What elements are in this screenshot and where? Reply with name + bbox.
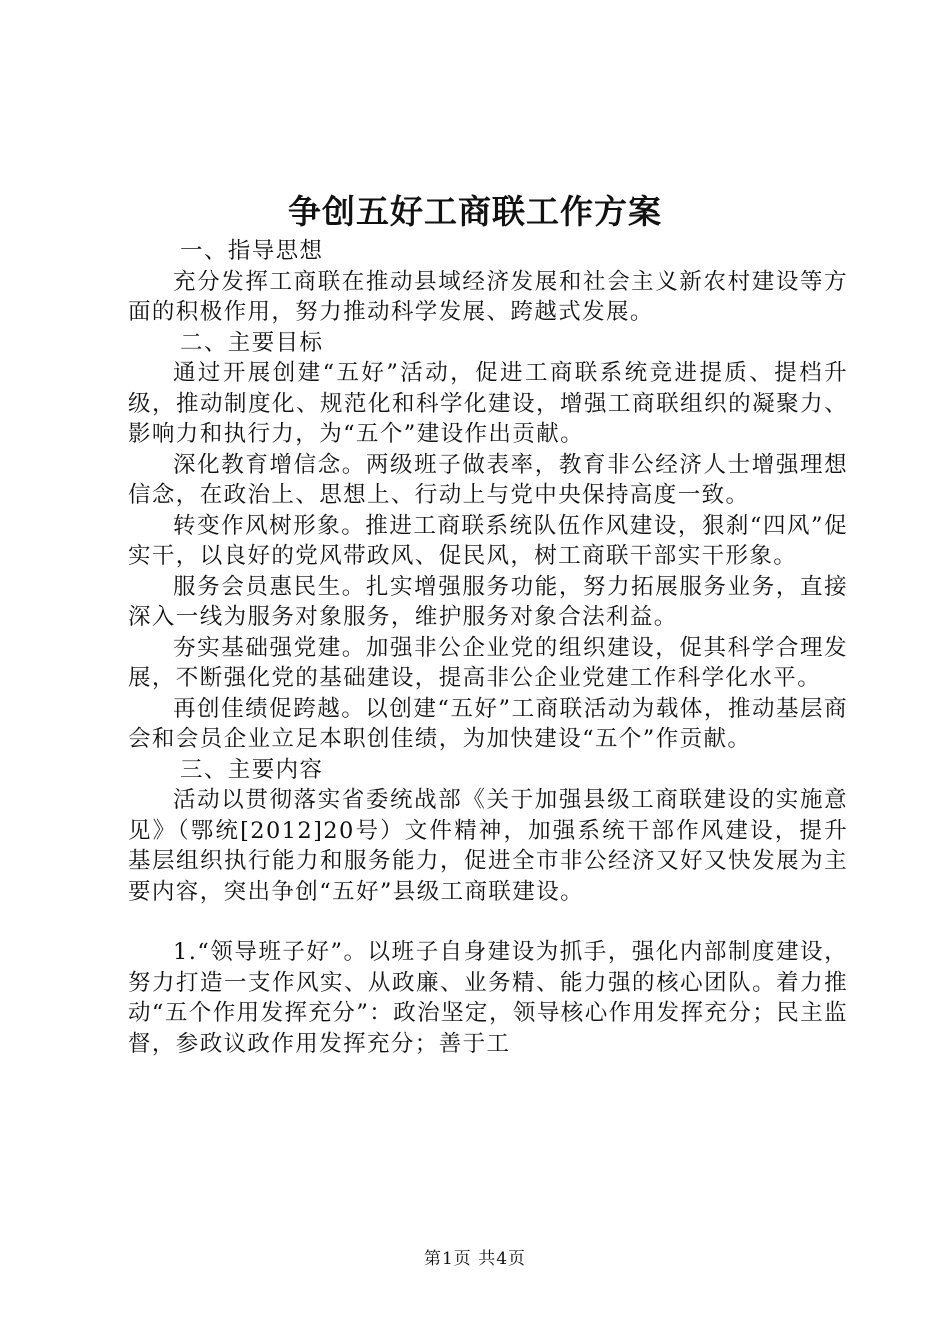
paragraph: 夯实基础强党建。加强非公企业党的组织建设，促其科学合理发展，不断强化党的基础建设，提高非公企业党建工作科学化水平。 [128, 634, 848, 691]
paragraph: 再创佳绩促跨越。以创建“五好”工商联活动为载体，推动基层商会和会员企业立足本职创佳绩，为加快建设“五个”作贡献。 [128, 695, 848, 752]
paragraph: 服务会员惠民生。扎实增强服务功能，努力拓展服务业务，直接深入一线为服务对象服务，维护服务对象合法利益。 [128, 573, 848, 630]
section-heading-guiding-ideology: 一、指导思想 [180, 238, 324, 264]
paragraph: 1.“领导班子好”。以班子自身建设为抓手，强化内部制度建设，努力打造一支作风实、从政廉、业务精、能力强的核心团队。着力推动“五个作用发挥充分”：政治坚定，领导核心作用发挥充分；民主监督，参政议政作用发挥充分；善于工 [128, 939, 848, 1057]
paragraph: 通过开展创建“五好”活动，促进工商联系统竞进提质、提档升级，推动制度化、规范化和科学化建设，增强工商联组织的凝聚力、影响力和执行力，为“五个”建设作出贡献。 [128, 360, 848, 447]
blank-line [128, 907, 848, 937]
paragraph: 充分发挥工商联在推动县域经济发展和社会主义新农村建设等方面的积极作用，努力推动科学发展、跨越式发展。 [128, 268, 848, 325]
paragraph: 活动以贯彻落实省委统战部《关于加强县级工商联建设的实施意见》（鄂统[2012]20号）文件精神，加强系统干部作风建设，提升基层组织执行能力和服务能力，促进全市非公经济又好又快发展为主要内容，突出争创“五好”县级工商联建设。 [128, 787, 848, 905]
page-footer: 第1页 共4页 [423, 1249, 527, 1269]
document-body [128, 236, 848, 1059]
section-heading-main-content: 三、主要内容 [180, 756, 324, 783]
paragraph: 深化教育增信念。两级班子做表率，教育非公经济人士增强理想信念，在政治上、思想上、行动上与党中央保持高度一致。 [128, 451, 848, 508]
paragraph: 转变作风树形象。推进工商联系统队伍作风建设，狠刹“四风”促实干，以良好的党风带政风、促民风，树工商联干部实干形象。 [128, 512, 848, 569]
section-heading-main-goals: 二、主要目标 [180, 329, 324, 356]
document-title: 争创五好工商联工作方案 [288, 192, 662, 231]
